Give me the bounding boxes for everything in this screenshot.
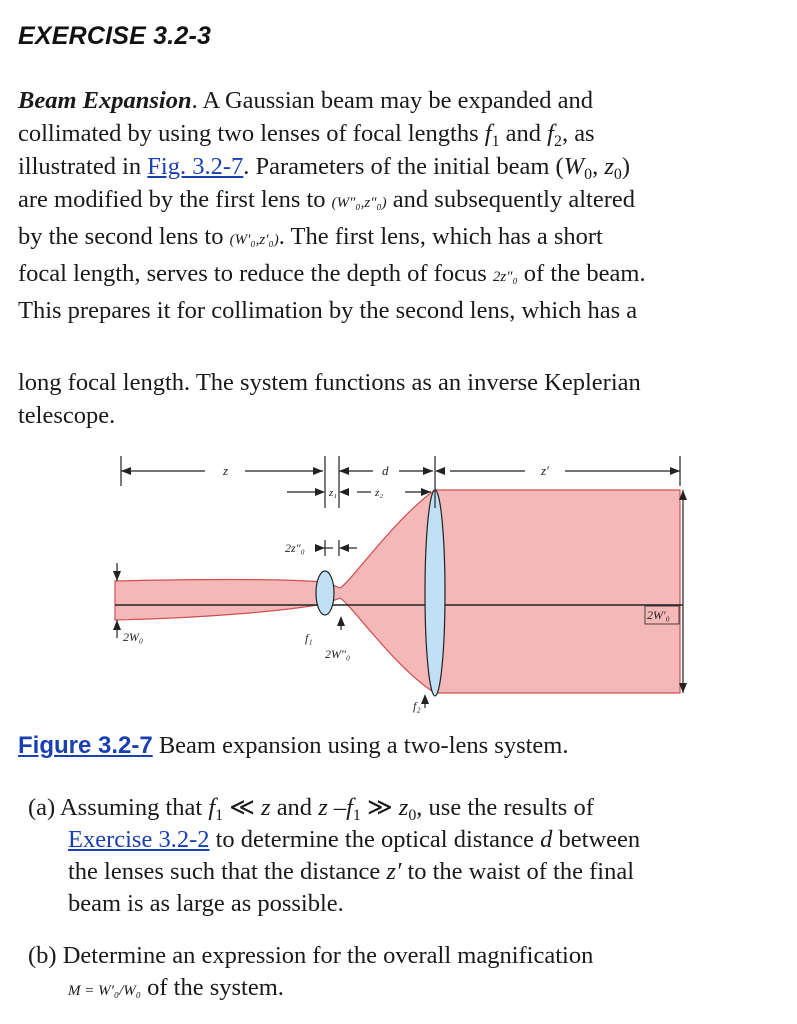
- intro-text: . A Gaussian beam may be expanded and: [191, 87, 594, 114]
- intro-line-6: [18, 257, 788, 294]
- math-symbol: (W″₀,z″₀): [331, 195, 387, 211]
- exercise-heading: EXERCISE 3.2-3: [18, 22, 212, 50]
- intro-text: by the second lens to: [18, 223, 230, 250]
- label-zprime: z′: [541, 463, 549, 478]
- question-a-line-1: [28, 792, 788, 824]
- caption-text: Beam expansion using a two-lens system.: [152, 732, 569, 759]
- continuation-line-2: telescope.: [18, 402, 116, 429]
- intro-text: ,: [592, 153, 605, 180]
- subscript: 2: [553, 132, 562, 150]
- label-2w0: 2W₀: [123, 630, 144, 644]
- question-text: , use the results of: [416, 794, 594, 821]
- question-a-line-3: [28, 856, 788, 888]
- var-f: f: [346, 794, 353, 821]
- subscript: 0: [613, 165, 622, 183]
- question-a: [28, 792, 788, 920]
- question-b: [28, 940, 788, 1007]
- paragraph-continuation: [18, 366, 788, 432]
- intro-line-5: [18, 220, 788, 257]
- intro-text: of the beam.: [517, 260, 646, 287]
- var-z: z: [604, 153, 614, 180]
- intro-text: illustrated in: [18, 153, 148, 180]
- lens-1: [316, 571, 334, 615]
- intro-line-1: [18, 84, 788, 117]
- subscript: 0: [408, 806, 417, 824]
- figure-caption: [18, 732, 568, 760]
- exercise-link[interactable]: Exercise 3.2-2: [68, 826, 210, 853]
- label-z: z: [223, 463, 229, 478]
- question-b-line-2: [28, 972, 788, 1007]
- intro-text: , as: [561, 120, 595, 147]
- intro-text: and: [499, 120, 548, 147]
- figure-svg: [95, 448, 695, 718]
- question-text: the lenses such that the distance: [68, 858, 387, 885]
- subscript: 0: [584, 165, 593, 183]
- label-d: d: [382, 463, 389, 478]
- var-f: f: [484, 120, 492, 147]
- subscript: 1: [352, 806, 361, 824]
- label-f2: f₂: [413, 699, 421, 713]
- label-z2: z₂: [375, 487, 384, 499]
- exercise-title: Beam Expansion: [18, 87, 192, 114]
- intro-text: are modified by the first lens to: [18, 186, 332, 213]
- label-2w0-prime: 2W′₀: [647, 608, 670, 622]
- var-d: d: [540, 826, 553, 853]
- lens-2: [425, 490, 445, 696]
- question-text: to the waist of the final: [401, 858, 635, 885]
- intro-text: . The first lens, which has a short: [278, 223, 603, 250]
- var-zprime: z′: [386, 858, 402, 885]
- intro-text: collimated by using two lenses of focal lengths: [18, 120, 485, 147]
- figure-caption-link[interactable]: Figure 3.2-7: [18, 732, 153, 759]
- label-depth-of-focus: 2z″₀: [285, 541, 305, 555]
- question-text: ≫: [360, 794, 399, 821]
- label-2w0-doubleprime: 2W″₀: [325, 647, 351, 661]
- intro-line-7: This prepares it for collimation by the second lens, which has a: [18, 297, 638, 324]
- math-symbol: M = W′₀/W₀: [68, 983, 141, 999]
- beam-expansion-figure: [95, 448, 695, 718]
- label-z1: z₁: [329, 487, 338, 499]
- var-W: W: [563, 153, 585, 180]
- question-text: between: [552, 826, 641, 853]
- intro-text: focal length, serves to reduce the depth of focus: [18, 260, 493, 287]
- question-text: to determine the optical distance: [209, 826, 541, 853]
- intro-text: . Parameters of the initial beam (: [243, 153, 564, 180]
- intro-line-3: [18, 150, 788, 183]
- intro-line-4: [18, 183, 788, 220]
- question-text: (a) Assuming that: [28, 794, 209, 821]
- var-z: z: [261, 794, 271, 821]
- paragraph-intro: [18, 84, 788, 327]
- continuation-line-1: long focal length. The system functions as an inverse Keplerian: [18, 369, 641, 396]
- question-a-line-2: [28, 824, 788, 856]
- beam-profile: [115, 490, 680, 693]
- intro-line-2: [18, 117, 788, 150]
- var-f: f: [208, 794, 216, 821]
- label-f1: f₁: [305, 631, 313, 645]
- var-z: z: [398, 794, 409, 821]
- subscript: 1: [215, 806, 224, 824]
- question-a-line-4: beam is as large as possible.: [68, 890, 344, 917]
- question-b-line-1: (b) Determine an expression for the overall magnification: [28, 942, 594, 969]
- question-text: of the system.: [141, 974, 284, 1001]
- intro-text: ): [621, 153, 630, 180]
- question-text: and: [270, 794, 319, 821]
- question-text: –: [327, 794, 347, 821]
- math-symbol: 2z″₀: [492, 269, 518, 285]
- question-text: ≪: [223, 794, 262, 821]
- subscript: 1: [491, 132, 500, 150]
- figure-link[interactable]: Fig. 3.2-7: [147, 153, 244, 180]
- intro-text: and subsequently altered: [386, 186, 635, 213]
- var-z: z: [318, 794, 328, 821]
- math-symbol: (W′₀,z′₀): [229, 232, 279, 248]
- var-f: f: [547, 120, 554, 147]
